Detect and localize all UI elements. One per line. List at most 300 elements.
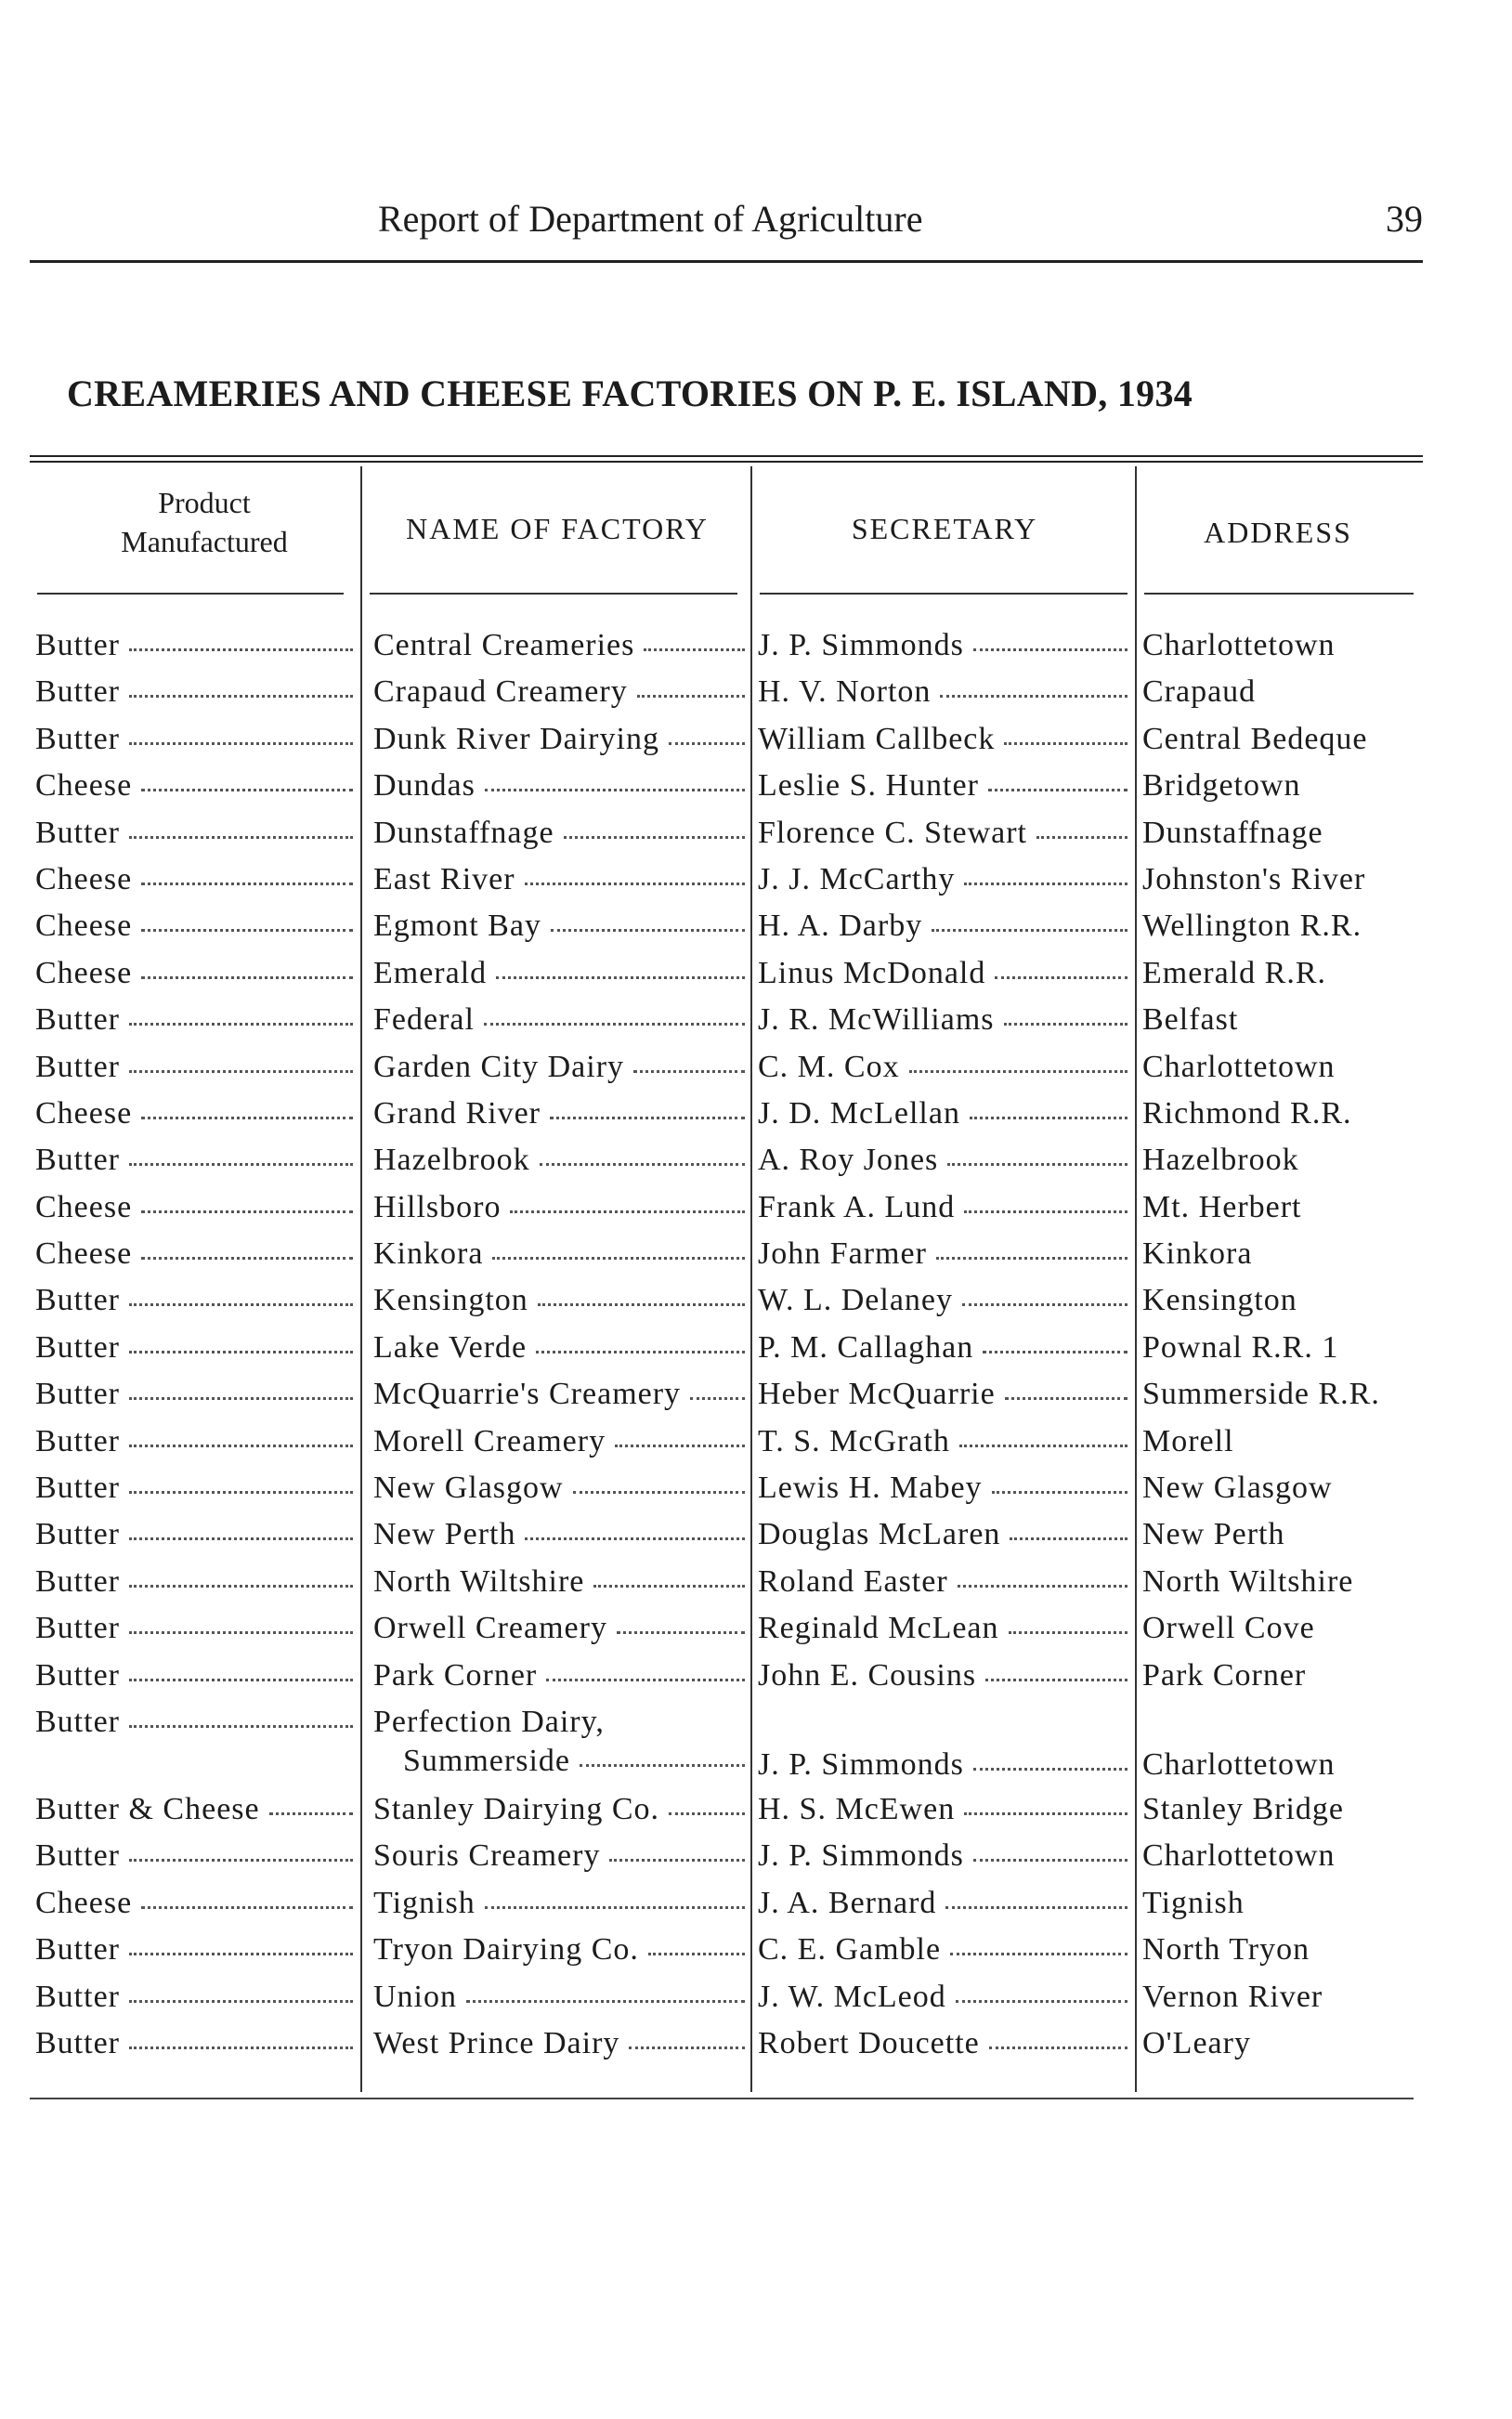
table-bottom-rule: [30, 2098, 1414, 2099]
product-cell-text: Butter: [35, 1423, 120, 1458]
address-cell: [1142, 674, 1421, 710]
dot-leader: [551, 929, 745, 932]
secretary-cell: [758, 1424, 1131, 1459]
product-cell-text: Cheese: [35, 1189, 133, 1224]
secretary-cell-text: Linus McDonald: [758, 955, 986, 990]
dot-leader: [609, 1859, 745, 1862]
dot-leader: [1009, 1631, 1127, 1634]
dot-leader: [129, 648, 353, 651]
factory-cell-text: North Wiltshire: [373, 1563, 585, 1599]
secretary-cell-text: J. D. McLellan: [758, 1095, 960, 1131]
factory-cell: [373, 1792, 749, 1827]
address-cell-text: Charlottetown: [1142, 1838, 1336, 1874]
factory-cell-text: Park Corner: [373, 1657, 538, 1693]
factory-cell-text: Souris Creamery: [373, 1838, 601, 1874]
dot-leader: [536, 1351, 745, 1353]
product-cell-text: Cheese: [35, 955, 133, 990]
secretary-cell: [758, 862, 1131, 897]
factory-cell-text: Kensington: [373, 1283, 528, 1318]
product-cell-text: Butter: [35, 2025, 120, 2060]
secretary-cell-text: W. L. Delaney: [758, 1283, 954, 1318]
product-cell: [35, 2026, 357, 2061]
dot-leader: [629, 2046, 745, 2049]
product-cell-text: Butter: [35, 1002, 120, 1038]
column-header-address: ADDRESS: [1204, 516, 1352, 549]
address-cell: [1142, 1886, 1421, 1921]
address-cell-text: Stanley Bridge: [1142, 1791, 1345, 1826]
factory-cell: [373, 909, 749, 944]
factory-cell: [373, 1471, 749, 1506]
address-cell-text: Charlottetown: [1142, 1746, 1336, 1782]
dot-leader: [1004, 1023, 1127, 1026]
address-cell: [1142, 1050, 1421, 1085]
dot-leader: [484, 1023, 745, 1026]
secretary-cell: [758, 768, 1131, 804]
secretary-cell-text: John E. Cousins: [758, 1657, 977, 1693]
dot-leader: [909, 1070, 1127, 1073]
product-cell-text: Butter: [35, 721, 120, 756]
dot-leader: [936, 1257, 1127, 1260]
dot-leader: [1036, 836, 1127, 839]
table-row: [0, 1980, 1512, 2026]
secretary-cell-text: Heber McQuarrie: [758, 1377, 996, 1412]
secretary-cell: [758, 1838, 1131, 1874]
address-cell-text: Wellington R.R.: [1142, 909, 1362, 944]
address-cell: [1142, 1096, 1421, 1131]
address-cell: [1142, 1002, 1421, 1038]
product-cell-text: Butter: [35, 1932, 120, 1968]
dot-leader: [141, 1210, 353, 1213]
dot-leader: [973, 648, 1127, 651]
dot-leader: [973, 1859, 1127, 1862]
table-row: [0, 768, 1512, 815]
secretary-cell-text: H. S. McEwen: [758, 1791, 956, 1826]
factory-cell-text: Perfection Dairy,: [373, 1704, 605, 1739]
address-cell-text: Vernon River: [1142, 1979, 1323, 2014]
table-row: [0, 722, 1512, 768]
product-cell: [35, 1236, 357, 1272]
factory-table-body: [0, 628, 1512, 2072]
table-row: [0, 1792, 1512, 1838]
factory-cell: [373, 2026, 749, 2061]
factory-cell: [373, 1236, 749, 1272]
running-title: Report of Department of Agriculture: [378, 198, 923, 240]
factory-cell-text: Tignish: [373, 1885, 476, 1920]
address-cell-text: Dunstaffnage: [1142, 815, 1323, 850]
address-cell-text: New Glasgow: [1142, 1471, 1333, 1506]
factory-cell: [373, 1424, 749, 1459]
factory-cell-text: Orwell Creamery: [373, 1611, 607, 1646]
dot-leader: [989, 2046, 1127, 2049]
dot-leader: [141, 1906, 353, 1909]
dot-leader: [669, 742, 745, 745]
product-cell: [35, 1932, 357, 1968]
dot-leader: [538, 1303, 745, 1306]
factory-cell: [373, 1283, 749, 1318]
table-row: [0, 816, 1512, 862]
dot-leader: [950, 1953, 1127, 1955]
table-row: [0, 956, 1512, 1002]
address-cell-text: North Tryon: [1142, 1932, 1310, 1968]
secretary-cell-text: J. P. Simmonds: [758, 1838, 964, 1874]
dot-leader: [492, 1257, 745, 1260]
secretary-cell: [758, 1471, 1131, 1506]
address-cell: [1142, 1838, 1421, 1874]
factory-cell-text: Morell Creamery: [373, 1423, 606, 1458]
address-cell-text: Crapaud: [1142, 674, 1257, 710]
address-cell: [1142, 816, 1421, 851]
secretary-cell: [758, 1143, 1131, 1178]
address-cell: [1142, 628, 1421, 663]
header-underline: [370, 593, 737, 595]
dot-leader: [129, 1445, 353, 1447]
factory-cell: [373, 1564, 749, 1600]
product-cell: [35, 1283, 357, 1318]
address-cell: [1142, 1980, 1421, 2015]
dot-leader: [932, 929, 1127, 932]
factory-cell: [373, 1658, 749, 1693]
factory-cell: [373, 1330, 749, 1366]
address-cell-text: Pownal R.R. 1: [1142, 1329, 1339, 1365]
table-row: [0, 1932, 1512, 1979]
dot-leader: [959, 1445, 1127, 1447]
secretary-cell-text: J. W. McLeod: [758, 1979, 946, 2014]
dot-leader: [485, 1906, 745, 1909]
address-cell: [1142, 768, 1421, 804]
address-cell-text: Summerside R.R.: [1142, 1377, 1380, 1412]
table-row: [0, 1190, 1512, 1236]
factory-cell-text: Dundas: [373, 768, 476, 804]
product-cell-text: Butter: [35, 1517, 120, 1552]
address-cell-text: North Wiltshire: [1142, 1563, 1354, 1599]
dot-leader: [129, 1163, 353, 1166]
product-cell: [35, 1143, 357, 1178]
dot-leader: [269, 1812, 353, 1815]
address-cell-text: Kensington: [1142, 1283, 1297, 1318]
address-cell: [1142, 1330, 1421, 1366]
dot-leader: [940, 695, 1127, 698]
factory-cell: [373, 1886, 749, 1921]
dot-leader: [129, 742, 353, 745]
address-cell: [1142, 1792, 1421, 1827]
product-cell-text: Butter: [35, 1979, 120, 2014]
dot-leader: [550, 1117, 745, 1119]
address-cell-text: Central Bedeque: [1142, 721, 1368, 756]
dot-leader: [995, 976, 1127, 979]
address-cell: [1142, 1283, 1421, 1318]
product-cell: [35, 862, 357, 897]
secretary-cell: [758, 1747, 1131, 1783]
table-top-rule-2: [30, 461, 1423, 463]
factory-cell: [373, 674, 749, 710]
address-cell: [1142, 1564, 1421, 1600]
header-underline: [37, 593, 344, 595]
address-cell-text: Charlottetown: [1142, 628, 1336, 662]
secretary-cell: [758, 1564, 1131, 1600]
secretary-cell: [758, 816, 1131, 851]
dot-leader: [580, 1764, 745, 1767]
product-cell: [35, 628, 357, 663]
dot-leader: [964, 1812, 1127, 1815]
product-cell-text: Butter: [35, 628, 120, 662]
factory-cell: [373, 1517, 749, 1552]
product-cell: [35, 1658, 357, 1693]
table-top-rule: [30, 455, 1423, 457]
factory-cell-text: Union: [373, 1979, 457, 2014]
table-row: [0, 2026, 1512, 2072]
product-cell: [35, 768, 357, 804]
dot-leader: [1004, 742, 1127, 745]
secretary-cell-text: Frank A. Lund: [758, 1189, 956, 1224]
address-cell: [1142, 1377, 1421, 1412]
product-cell-text: Butter: [35, 1563, 120, 1599]
header-underline: [1144, 593, 1414, 595]
product-cell: [35, 816, 357, 851]
factory-cell: [373, 1377, 749, 1412]
dot-leader: [141, 1257, 353, 1260]
address-cell-text: Morell: [1142, 1423, 1234, 1458]
product-cell-text: Butter: [35, 1704, 120, 1739]
product-cell-text: Butter: [35, 1471, 120, 1506]
secretary-cell: [758, 909, 1131, 944]
address-cell-text: Belfast: [1142, 1002, 1239, 1038]
column-header-product: [65, 483, 344, 561]
product-cell-text: Butter: [35, 1283, 120, 1318]
product-cell: [35, 1705, 357, 1740]
table-row: [0, 1050, 1512, 1096]
product-cell: [35, 722, 357, 757]
dot-leader: [983, 1351, 1127, 1353]
secretary-cell-text: Roland Easter: [758, 1563, 948, 1599]
factory-cell: [373, 1705, 749, 1779]
secretary-cell-text: J. R. McWilliams: [758, 1002, 995, 1038]
secretary-cell-text: William Callbeck: [758, 721, 996, 756]
dot-leader: [648, 1953, 745, 1955]
address-cell: [1142, 1611, 1421, 1646]
dot-leader: [141, 1117, 353, 1119]
product-cell-text: Butter: [35, 674, 120, 710]
address-cell: [1142, 1747, 1421, 1783]
table-row: [0, 628, 1512, 674]
dot-leader: [129, 1631, 353, 1634]
factory-cell: [373, 1838, 749, 1874]
factory-cell: [373, 768, 749, 804]
factory-cell: [373, 1190, 749, 1225]
address-cell-text: Kinkora: [1142, 1236, 1253, 1272]
factory-cell-text: East River: [373, 861, 515, 896]
dot-leader: [129, 2000, 353, 2003]
column-header-product-line2: Manufactured: [121, 525, 288, 558]
table-row: [0, 1564, 1512, 1611]
secretary-cell-text: Robert Doucette: [758, 2025, 980, 2060]
dot-leader: [690, 1397, 745, 1400]
factory-cell-text: Central Creameries: [373, 628, 635, 662]
address-cell-text: Orwell Cove: [1142, 1611, 1315, 1646]
secretary-cell-text: C. E. Gamble: [758, 1932, 942, 1968]
dot-leader: [956, 2000, 1127, 2003]
dot-leader: [129, 1859, 353, 1862]
dot-leader: [129, 1537, 353, 1540]
address-cell: [1142, 2026, 1421, 2061]
factory-cell-line2: [373, 1744, 749, 1779]
dot-leader: [496, 976, 745, 979]
secretary-cell-text: J. P. Simmonds: [758, 628, 964, 662]
address-cell: [1142, 1517, 1421, 1552]
dot-leader: [141, 976, 353, 979]
factory-cell: [373, 1980, 749, 2015]
address-cell-text: Mt. Herbert: [1142, 1189, 1302, 1224]
table-row: [0, 674, 1512, 721]
product-cell-text: Butter & Cheese: [35, 1791, 260, 1826]
dot-leader: [615, 1445, 745, 1447]
factory-cell-text: Lake Verde: [373, 1329, 528, 1365]
dot-leader: [129, 1585, 353, 1588]
secretary-cell-text: A. Roy Jones: [758, 1143, 939, 1178]
secretary-cell-text: Lewis H. Mabey: [758, 1471, 983, 1506]
product-cell-text: Cheese: [35, 909, 133, 944]
dot-leader: [973, 1768, 1127, 1771]
dot-leader: [564, 836, 745, 839]
column-header-secretary: SECRETARY: [851, 512, 1038, 545]
factory-cell: [373, 1932, 749, 1968]
secretary-cell-text: P. M. Callaghan: [758, 1329, 974, 1365]
table-row: [0, 1424, 1512, 1471]
address-cell-text: Hazelbrook: [1142, 1143, 1299, 1178]
factory-cell-text: Crapaud Creamery: [373, 674, 628, 710]
secretary-cell: [758, 1980, 1131, 2015]
secretary-cell: [758, 674, 1131, 710]
product-cell: [35, 956, 357, 991]
secretary-cell-text: Leslie S. Hunter: [758, 768, 979, 804]
secretary-cell-text: H. A. Darby: [758, 909, 923, 944]
address-cell: [1142, 1424, 1421, 1459]
address-cell-text: Emerald R.R.: [1142, 955, 1327, 990]
dot-leader: [525, 1537, 745, 1540]
dot-leader: [970, 1117, 1127, 1119]
table-row: [0, 1517, 1512, 1563]
address-cell-text: Park Corner: [1142, 1657, 1307, 1693]
table-row: [0, 1283, 1512, 1329]
product-cell: [35, 1377, 357, 1412]
dot-leader: [947, 1163, 1127, 1166]
dot-leader: [129, 1397, 353, 1400]
dot-leader: [129, 2046, 353, 2049]
factory-cell-text: New Glasgow: [373, 1471, 564, 1506]
product-cell: [35, 1564, 357, 1600]
secretary-cell: [758, 722, 1131, 757]
secretary-cell-text: T. S. McGrath: [758, 1423, 950, 1458]
dot-leader: [988, 789, 1127, 791]
dot-leader: [633, 1070, 745, 1073]
dot-leader: [573, 1491, 745, 1494]
product-cell-text: Cheese: [35, 1095, 133, 1131]
dot-leader: [141, 789, 353, 791]
secretary-cell: [758, 956, 1131, 991]
dot-leader: [525, 883, 745, 885]
dot-leader: [129, 695, 353, 698]
address-cell: [1142, 1471, 1421, 1506]
secretary-cell: [758, 1517, 1131, 1552]
product-cell-text: Butter: [35, 1143, 120, 1178]
secretary-cell: [758, 1611, 1131, 1646]
product-cell: [35, 674, 357, 710]
product-cell: [35, 1002, 357, 1038]
table-row: [0, 1096, 1512, 1143]
table-row: [0, 862, 1512, 909]
table-row: [0, 1377, 1512, 1423]
factory-cell: [373, 862, 749, 897]
secretary-cell: [758, 1283, 1131, 1318]
product-cell-text: Butter: [35, 1329, 120, 1365]
factory-cell: [373, 1050, 749, 1085]
dot-leader: [964, 883, 1127, 885]
factory-cell-text: Emerald: [373, 955, 488, 990]
secretary-cell: [758, 1658, 1131, 1693]
address-cell: [1142, 1658, 1421, 1693]
address-cell-text: Bridgetown: [1142, 768, 1301, 804]
secretary-cell: [758, 1886, 1131, 1921]
address-cell-text: Tignish: [1142, 1885, 1245, 1920]
dot-leader: [141, 929, 353, 932]
header-rule: [30, 260, 1423, 263]
factory-cell: [373, 628, 749, 663]
product-cell: [35, 1330, 357, 1366]
product-cell-text: Cheese: [35, 768, 133, 804]
product-cell-text: Cheese: [35, 861, 133, 896]
page-number: 39: [1386, 198, 1423, 240]
table-row: [0, 1330, 1512, 1377]
dot-leader: [985, 1679, 1127, 1681]
secretary-cell: [758, 1190, 1131, 1225]
page-title: CREAMERIES AND CHEESE FACTORIES ON P. E. ISLAND, 1934: [67, 373, 1193, 414]
product-cell: [35, 1424, 357, 1459]
dot-leader: [945, 1906, 1127, 1909]
column-header-product-line1: Product: [158, 486, 251, 519]
table-row: [0, 1658, 1512, 1705]
address-cell: [1142, 862, 1421, 897]
factory-cell-text: Garden City Dairy: [373, 1049, 625, 1084]
secretary-cell-text: J. A. Bernard: [758, 1885, 937, 1920]
product-cell: [35, 1050, 357, 1085]
product-cell-text: Butter: [35, 1611, 120, 1646]
factory-cell: [373, 1143, 749, 1178]
factory-cell-text: Grand River: [373, 1095, 541, 1131]
product-cell: [35, 1792, 357, 1827]
dot-leader: [669, 1812, 745, 1815]
secretary-cell: [758, 1002, 1131, 1038]
factory-cell-text: McQuarrie's Creamery: [373, 1377, 682, 1412]
factory-cell-text: New Perth: [373, 1517, 516, 1552]
product-cell-text: Butter: [35, 815, 120, 850]
secretary-cell: [758, 1096, 1131, 1131]
product-cell: [35, 1611, 357, 1646]
address-cell: [1142, 956, 1421, 991]
secretary-cell-text: J. P. Simmonds: [758, 1746, 964, 1782]
product-cell: [35, 909, 357, 944]
factory-cell-text: Stanley Dairying Co.: [373, 1791, 660, 1826]
dot-leader: [546, 1679, 745, 1681]
column-header-factory: NAME OF FACTORY: [406, 512, 709, 545]
secretary-cell-text: Douglas McLaren: [758, 1517, 1001, 1552]
product-cell: [35, 1190, 357, 1225]
dot-leader: [958, 1585, 1127, 1588]
factory-cell: [373, 1002, 749, 1038]
product-cell-text: Cheese: [35, 1236, 133, 1272]
dot-leader: [617, 1631, 745, 1634]
secretary-cell-text: Florence C. Stewart: [758, 815, 1027, 850]
factory-cell: [373, 1611, 749, 1646]
dot-leader: [1010, 1537, 1127, 1540]
